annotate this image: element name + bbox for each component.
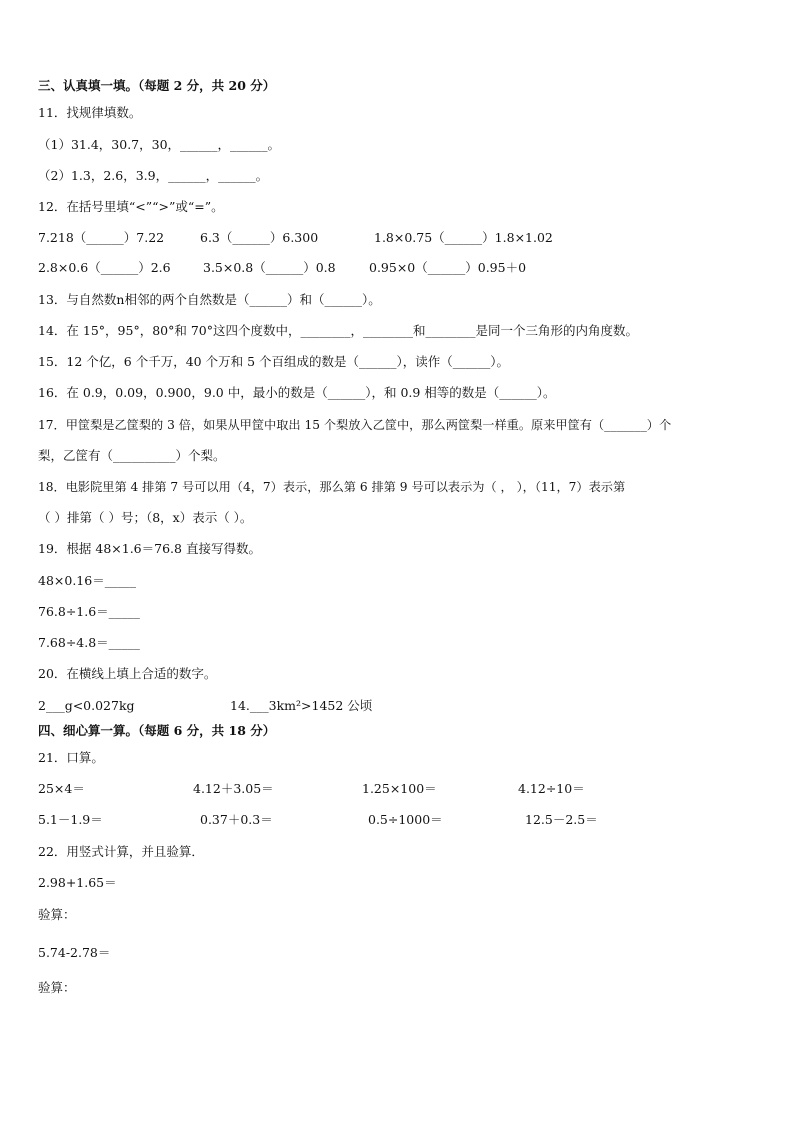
- q19-title: 19．根据 48×1.6＝76.8 直接写得数。: [38, 541, 261, 556]
- q21-row2-item3: 0.5÷1000＝: [368, 812, 443, 827]
- q17-line2: 梨，乙筐有（__________）个梨。: [38, 448, 226, 463]
- q22-expr1: 2.98+1.65＝: [38, 875, 117, 890]
- q19-item2: 76.8÷1.6＝_____: [38, 604, 140, 619]
- q19-item3: 7.68÷4.8＝_____: [38, 635, 140, 650]
- q12-row1-item2: 6.3（______）6.300: [200, 230, 319, 245]
- q20-title: 20．在横线上填上合适的数字。: [38, 666, 217, 681]
- q12-title: 12．在括号里填“<”“>”或“=”。: [38, 199, 224, 214]
- q21-row1-item2: 4.12＋3.05＝: [193, 781, 274, 796]
- q11-part2: （2）1.3，2.6，3.9，______，______。: [38, 168, 269, 183]
- q20-item-b: 14.___3km²>1452 公顷: [230, 698, 373, 713]
- q13: 13．与自然数n相邻的两个自然数是（______）和（______）。: [38, 292, 381, 307]
- section-3-heading: 三、认真填一填。（每题 2 分，共 20 分）: [38, 78, 276, 93]
- q21-row1-item4: 4.12÷10＝: [518, 781, 585, 796]
- q17-line1: 17．甲筐梨是乙筐梨的 3 倍，如果从甲筐中取出 15 个梨放入乙筐中，那么两筐梨一样重。原来甲筐有（_______）个: [38, 418, 672, 432]
- q22-title: 22．用竖式计算，并且验算．: [38, 844, 204, 859]
- q18-line1: 18．电影院里第 4 排第 7 号可以用（4，7）表示，那么第 6 排第 9 号可以表示为（ ， ），（11，7）表示第: [38, 480, 626, 494]
- q12-row1-item3: 1.8×0.75（______）1.8×1.02: [374, 230, 553, 245]
- q21-row1-item1: 25×4＝: [38, 781, 85, 796]
- q22-check2: 验算：: [38, 980, 76, 995]
- q18-line2: （ ）排第（ ）号；（8，x）表示（ ）。: [38, 510, 253, 525]
- q15: 15．12 个亿，6 个千万，40 个万和 5 个百组成的数是（______），读作（______）。: [38, 354, 509, 369]
- q12-row2-item3: 0.95×0（______）0.95＋0: [369, 260, 527, 275]
- q19-item1: 48×0.16＝_____: [38, 573, 136, 588]
- q12-row2-item2: 3.5×0.8（______）0.8: [203, 260, 336, 275]
- q14: 14．在 15°，95°，80°和 70°这四个度数中，________，________和________是同一个三角形的内角度数。: [38, 323, 638, 338]
- q11-title: 11．找规律填数。: [38, 105, 142, 120]
- q21-title: 21．口算。: [38, 750, 104, 765]
- q21-row2-item1: 5.1－1.9＝: [38, 812, 103, 827]
- q21-row1-item3: 1.25×100＝: [362, 781, 437, 796]
- section-4-heading: 四、细心算一算。（每题 6 分，共 18 分）: [38, 723, 276, 738]
- q22-check1: 验算：: [38, 907, 76, 922]
- q12-row2-item1: 2.8×0.6（______）2.6: [38, 260, 171, 275]
- q16: 16．在 0.9，0.09，0.900，9.0 中，最小的数是（______），和 0.9 相等的数是（______）。: [38, 385, 556, 400]
- q12-row1-item1: 7.218（______）7.22: [38, 230, 165, 245]
- q21-row2-item2: 0.37＋0.3＝: [200, 812, 273, 827]
- q22-expr2: 5.74-2.78＝: [38, 945, 111, 960]
- q11-part1: （1）31.4，30.7，30，______，______。: [38, 137, 281, 152]
- q20-item-a: 2___g<0.027kg: [38, 698, 135, 713]
- q21-row2-item4: 12.5－2.5＝: [525, 812, 598, 827]
